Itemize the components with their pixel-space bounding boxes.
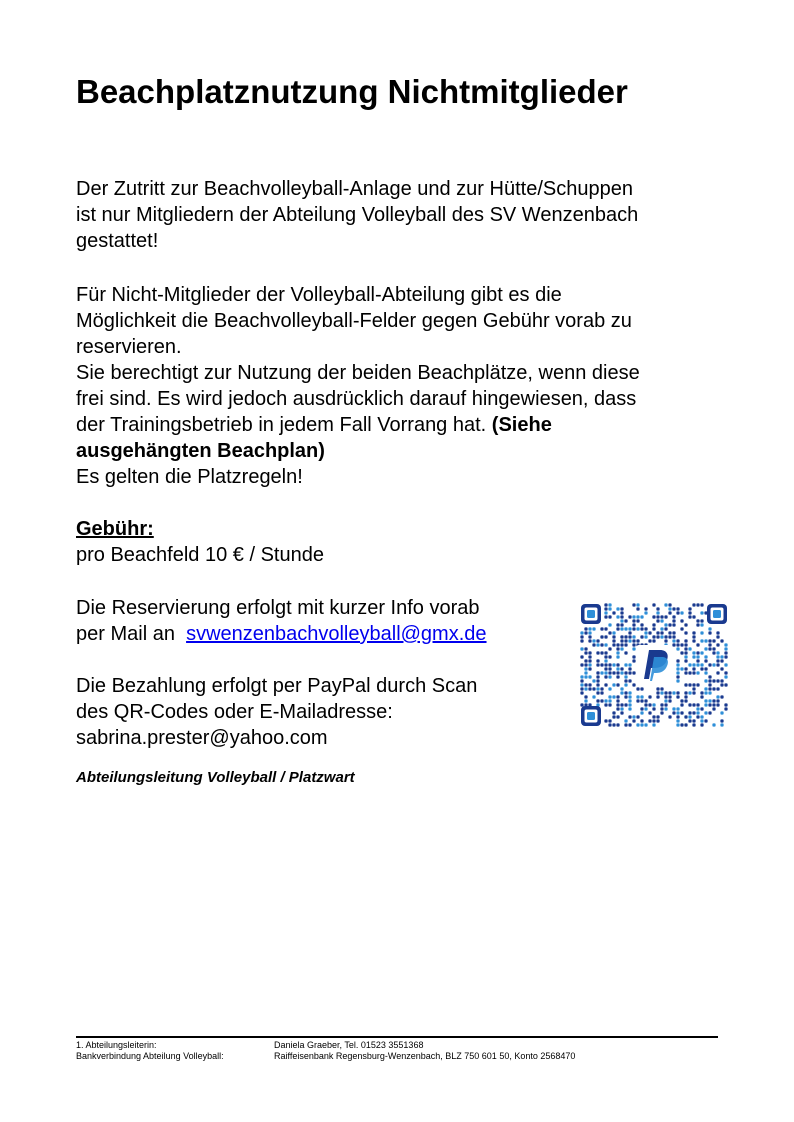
payment-section <box>76 673 566 751</box>
footer-label: Bankverbindung Abteilung Volleyball: <box>76 1051 224 1061</box>
payment-line: Die Bezahlung erfolgt per PayPal durch Scan <box>76 675 478 697</box>
payment-email: sabrina.prester@yahoo.com <box>76 727 328 749</box>
platzregeln-line: Es gelten die Platzregeln! <box>76 466 303 488</box>
payment-line: des QR-Codes oder E-Mailadresse: <box>76 701 393 723</box>
nonmember-line: Für Nicht-Mitglieder der Volleyball-Abteilung gibt es die <box>76 284 562 306</box>
intro-line: gestattet! <box>76 230 159 252</box>
qr-finder <box>581 604 601 624</box>
intro-line: ist nur Mitgliedern der Abteilung Volleyball des SV Wenzenbach <box>76 204 639 226</box>
reservation-prefix: per Mail an <box>76 623 175 645</box>
nonmember-line: Sie berechtigt zur Nutzung der beiden Beachplätze, wenn diese <box>76 362 640 384</box>
fee-section <box>76 516 736 568</box>
nonmember-line <box>76 412 736 438</box>
footer-row <box>76 1040 575 1051</box>
qr-finder <box>581 706 601 726</box>
beachplan-note: ausgehängten Beachplan) <box>76 440 325 462</box>
intro-line: Der Zutritt zur Beachvolleyball-Anlage und zur Hütte/Schuppen <box>76 178 633 200</box>
footer-value: Daniela Graeber, Tel. 01523 3551368 <box>274 1040 424 1050</box>
beachplan-note: (Siehe <box>491 414 552 436</box>
training-priority-text: der Trainingsbetrieb in jedem Fall Vorrang hat. <box>76 414 487 436</box>
footer <box>76 1040 575 1062</box>
reservation-line: Die Reservierung erfolgt mit kurzer Info vorab <box>76 597 480 619</box>
nonmember-line: reservieren. <box>76 336 182 358</box>
fee-heading: Gebühr: <box>76 518 154 540</box>
paypal-logo-icon <box>636 645 672 683</box>
paypal-qr-icon[interactable] <box>580 603 728 727</box>
footer-row <box>76 1051 575 1062</box>
fee-value: pro Beachfeld 10 € / Stunde <box>76 544 324 566</box>
intro-paragraph <box>76 176 736 254</box>
footer-label: 1. Abteilungsleiterin: <box>76 1040 157 1050</box>
reservation-section <box>76 595 566 647</box>
footer-divider <box>76 1036 718 1038</box>
page-title: Beachplatznutzung Nichtmitglieder <box>76 73 628 110</box>
reservation-line <box>76 621 566 647</box>
signature: Abteilungsleitung Volleyball / Platzwart <box>76 769 355 786</box>
nonmember-paragraph <box>76 282 736 490</box>
qr-finder <box>707 604 727 624</box>
nonmember-line: frei sind. Es wird jedoch ausdrücklich darauf hingewiesen, dass <box>76 388 637 410</box>
footer-value: Raiffeisenbank Regensburg-Wenzenbach, BLZ 750 601 50, Konto 2568470 <box>274 1051 576 1061</box>
nonmember-line: Möglichkeit die Beachvolleyball-Felder gegen Gebühr vorab zu <box>76 310 632 332</box>
email-link[interactable]: svwenzenbachvolleyball@gmx.de <box>186 623 487 645</box>
